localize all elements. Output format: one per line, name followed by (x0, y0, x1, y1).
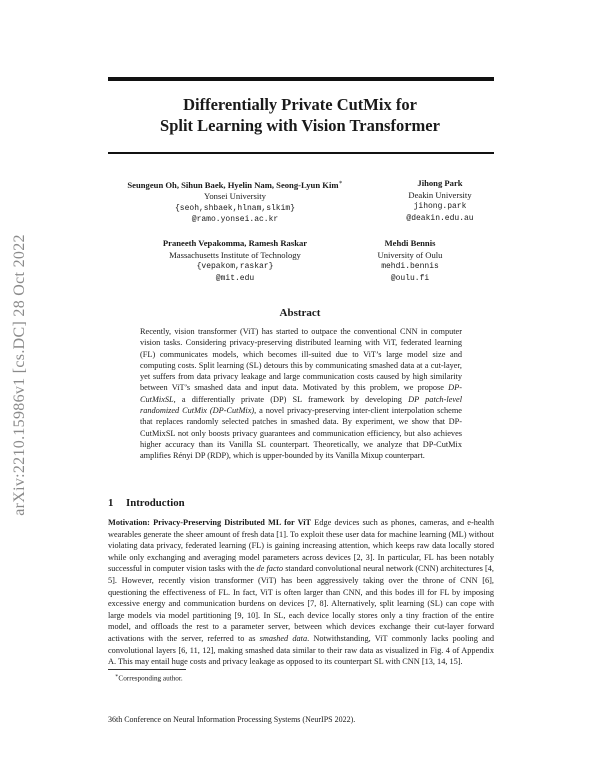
author-affiliation: University of Oulu (377, 249, 443, 260)
title-top-rule (108, 77, 494, 81)
author-email-domain: @ramo.yonsei.ac.kr (191, 215, 279, 225)
author-names: Jihong Park (417, 178, 463, 188)
section-title: Introduction (126, 497, 185, 509)
author-email-user: mehdi.bennis (381, 262, 439, 271)
author-affiliation: Massachusetts Institute of Technology (169, 249, 301, 260)
intro-paragraph: Motivation: Privacy-Preserving Distributed ML for ViT Edge devices such as phones, cameras, and e-health wearables generate the sheer amount of fresh data [1]. To exploit these user data for machine learning (ML) without violating data privacy, federated learning (FL) is gaining increasing attention, which keeps raw data locally stored while only exchanging and averaging model parameters across devices [2, 3]. In particular, FL has been notably successful in computer vision tasks with the de facto standard convolutional neural network (CNN) architectures [4, 5]. However, recently vision transformer (ViT) has been aggressively taking over the throne of CNN [6], questioning the effectiveness of FL. In fact, ViT is often larger than CNN, and this bodes ill for FL by imposing excessive energy and communication burdens on devices [7, 8]. Alternatively, split learning (SL) can cope with large models via model partitioning [9, 10]. In SL, each device locally stores only a tiny fraction of the entire model, and offloads the rest to a parameter server, between which devices exchange their cut-layer forward activations with the server, referred to as smashed data. Notwithstanding, ViT commonly lacks pooling and convolutional layers [6, 11, 12], making smashed data similar to their raw data as visualized in Fig. 4 of Appendix A. This may entail huge costs and privacy leakage as opposed to its counterpart SL with CNN [13, 14, 15]. (108, 518, 495, 667)
author-email-user: {seoh,shbaek,hlnam,slkim} (174, 203, 296, 213)
author-block-yonsei (112, 178, 358, 226)
abstract-text: Recently, vision transformer (ViT) has started to outpace the conventional CNN in computer vision tasks. Considering privacy-preserving distributed learning with ViT, federated learning (FL) communicates models, which becomes ill-suited due to ViT’s large model size and computing costs. Split learning (SL) detours this by communicating smashed data at a cut-layer, yet suffers from data privacy leakage and large communication costs caused by high similarity between ViT’s smashed data and input data. Motivated by this problem, we propose DP-CutMixSL, a differentially private (DP) SL framework by developing DP patch-level randomized CutMix (DP-CutMix), a novel privacy-preserving inter-client interpolation scheme that replaces randomly selected patches in smashed data. By experiment, we show that DP-CutMixSL not only boosts privacy guarantees and communication efficiency, but also achieves higher accuracy than its Vanilla SL counterpart. Theoretically, we analyze that DP-CutMix amplifies Rényi DP (RDP), which is upper-bounded by its Vanilla Mixup counterpart. (140, 327, 462, 461)
author-email-user: jihong.park (413, 202, 467, 211)
arxiv-stamp-text: arXiv:2210.15986v1 [cs.DC] 28 Oct 2022 (11, 234, 28, 516)
section-number: 1 (108, 497, 114, 509)
conference-footer: 36th Conference on Neural Information Processing Systems (NeurIPS 2022). (108, 715, 356, 724)
title-line-1: Differentially Private CutMix for (183, 95, 417, 114)
section-heading-introduction (108, 497, 185, 509)
footnote: ∗Corresponding author. (115, 674, 183, 683)
arxiv-stamp (5, 200, 35, 550)
author-names: Mehdi Bennis (384, 238, 436, 248)
author-email-user: {vepakom,raskar} (196, 262, 274, 271)
footnote-rule (108, 669, 186, 670)
abstract-heading: Abstract (279, 307, 321, 319)
author-email-domain: @deakin.edu.au (406, 213, 474, 223)
title-line-2: Split Learning with Vision Transformer (160, 116, 440, 135)
author-email-domain: @oulu.fi (390, 273, 430, 283)
paragraph-lead: Motivation: Privacy-Preserving Distributed ML for ViT (108, 518, 312, 527)
title-bottom-rule (108, 152, 494, 154)
author-email-domain: @mit.edu (215, 273, 255, 283)
author-block-mit (130, 238, 340, 284)
author-names: Praneeth Vepakomma, Ramesh Raskar (162, 238, 308, 248)
paper-title (100, 94, 500, 136)
author-block-deakin (385, 178, 495, 224)
author-affiliation: Yonsei University (204, 191, 266, 202)
author-affiliation: Deakin University (408, 189, 472, 200)
author-block-oulu (355, 238, 465, 284)
author-names: Seungeun Oh, Sihun Baek, Hyelin Nam, Seong-Lyun Kim∗ (127, 179, 343, 190)
